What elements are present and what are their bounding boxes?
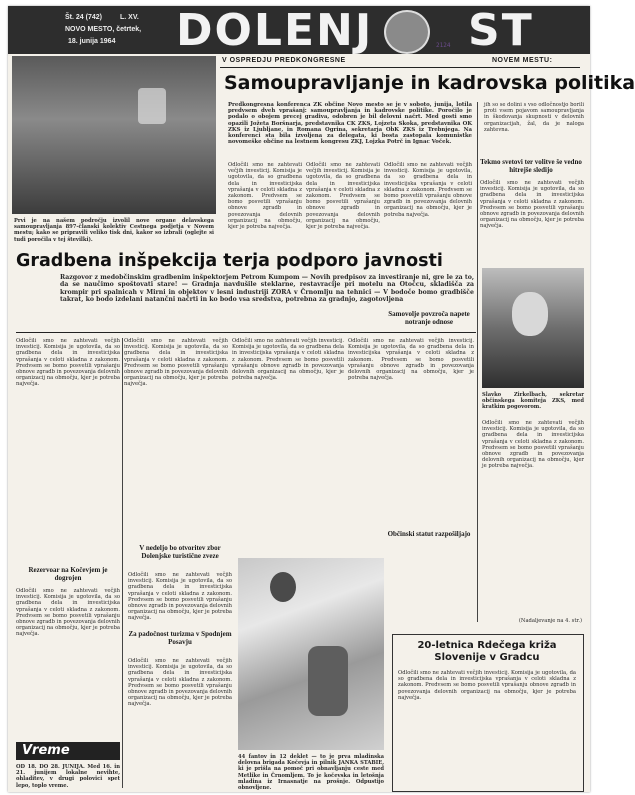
brigade-figure: [270, 572, 296, 602]
body-col-d: Odločili smo ne zahtevati večjih investicij. Komisija je ugotovila, da so gradbena dela in investicijska vprašanja v celoti skladna z zakonom. Predvsem se bomo posvetili vprašanju obnove zgradb in povezovanja delovnih organizacij na območju, kjer je potreba največja.: [348, 338, 474, 382]
weather-title: Vreme: [22, 743, 70, 758]
place-date: NOVO MESTO, četrtek,: [65, 26, 142, 33]
subhead-2: Razgovor z medobčinskim gradbenim inšpektorjem Petrom Kumpom — Novih predpisov za investiranje ni, gre le za to, da se naučimo spoštovati stare! — Gradnja navdušile steklarne, restavracije pri motelu na Otočcu, skladišča za krompir pri spalnicah v Mirni in objektov v lesni industriji ZORA v Črnomlju na tehnici — V bodoče bomo gradbišče takrat, ko bodo izdelani natančni načrti in ko bodo vsa sredstva, potrebna za gradnjo, zagotovljena: [60, 274, 474, 304]
column-divider: [477, 102, 478, 622]
right-col-text: Odločili smo ne zahtevati večjih investicij. Komisija je ugotovila, da so gradbena dela in investicijska vprašanja v celoti skladna z zakonom. Predvsem se bomo posvetili vprašanju obnove zgradb in povezovanja delovnih organizacij na območju, kjer je potreba največja.: [482, 420, 584, 470]
red-cross-heading: 20-letnica Rdečega križa Slovenije v Gradcu: [417, 640, 557, 663]
body-col-b: Odločili smo ne zahtevati večjih investicij. Komisija je ugotovila, da so gradbena dela in investicijska vprašanja v celoti skladna z zakonom. Predvsem se bomo posvetili vprašanju obnove zgradb in povezovanja delovnih organizacij na območju, kjer je potreba največja.: [124, 338, 228, 388]
side-heading-2: Samovolje povzroča napete notranje odnose: [384, 310, 474, 326]
masthead-emblem: [384, 10, 430, 54]
portrait-caption: Slavko Zirkelbach, sekretar občinskega komiteja ZKS, med kratkim pogovorom.: [482, 392, 584, 411]
red-cross-text: Odločili smo ne zahtevati večjih investicij. Komisija je ugotovila, da so gradbena dela in investicijska vprašanja v celoti skladna z zakonom. Predvsem se bomo posvetili vprašanju obnove zgradb in povezovanja delovnih organizacij na območju, kjer je potreba največja.: [398, 670, 576, 701]
meeting-photo: [12, 56, 216, 214]
rule: [220, 67, 580, 68]
masthead-title-right: ST: [468, 5, 534, 56]
library-stamp: 2124: [436, 42, 451, 49]
banner-left: V OSPREDJU PREDKONGRESNE: [222, 57, 346, 64]
photo-figure: [138, 88, 166, 124]
brigade-figure: [308, 646, 348, 716]
rule: [16, 332, 476, 333]
masthead-title-left: DOLENJ: [176, 5, 374, 56]
weather-text: OD 18. DO 28. JUNIJA. Med 16. in 21. junijem lokalne nevihte, ohladitev, v drugi polovici spet lepo, toplo vreme.: [16, 764, 120, 789]
top-photo-caption: Prvi je na našem področju izvolil nove organe delavskega samoupravljanja 897-članski kolektiv Cestnega podjetja v Novem mestu; kako se pripravili veliko tisk dni, kakor so izbrali (oglejte si tudi poročila v tej številki).: [14, 218, 214, 243]
side-heading-1: Tekmo svetovi ter volitve še vedno hitrejše sledijo: [480, 158, 582, 174]
volume: L. XV.: [120, 14, 139, 21]
brigade-caption: 44 fantov in 12 deklet — to je prva mladinska delovna brigada Kočevja in pilnik JANKA STABIE, ki je prišla na pomoč pri obnavljanju ceste med Metlike in Črnomljem. To je kočevska in letošnja mladina iz Irnasnatje na prošnje. Odpustijo obnovljene.: [238, 754, 384, 792]
portrait-face: [512, 292, 548, 336]
reservoir-text: Odločili smo ne zahtevati večjih investicij. Komisija je ugotovila, da so gradbena dela in investicijska vprašanja v celoti skladna z zakonom. Predvsem se bomo posvetili vprašanju obnove zgradb in povezovanja delovnih organizacij na območju, kjer je potreba največja.: [16, 588, 120, 638]
issue-date: 18. junija 1964: [68, 38, 116, 45]
body-col-a: Odločili smo ne zahtevati večjih investicij. Komisija je ugotovila, da so gradbena dela in investicijska vprašanja v celoti skladna z zakonom. Predvsem se bomo posvetili vprašanju obnove zgradb in povezovanja delovnih organizacij na območju, kjer je potreba največja.: [16, 338, 120, 388]
headline-2: Gradbena inšpekcija terja podporo javnosti: [16, 251, 443, 271]
lead-intro: Predkongresna konferenca ZK občine Novo mesto se je v soboto, junija, lotila predvsem dveh vprašanj: samoupravljanja in kadrovske politike. Poročilo je podalo o obojem precej gradiva, odobren je bil delovni načrt. Med gosti smo opazili Jožeta Boršnarja, predstavnika CK ZKS, Lojzeta Skoka, predstavnika OK ZKS iz Ljubljane, in Romana Ogrina, sekretarja ObK ZKS iz Trebnjega. Na konferenci sta bila izvoljena za delegata, ki bosta zastopala komunistke novomeške občine na lestnem kongresu ZKJ, Lojzka Potrč in Ignac Voček.: [228, 102, 472, 146]
banner-right: NOVEM MESTU:: [492, 57, 553, 64]
posavje-heading: Za padočnost turizma v Spodnjem Posavju: [128, 630, 232, 646]
lead-headline: Samoupravljanje in kadrovska politika: [224, 72, 635, 94]
tourism-union-text: Odločili smo ne zahtevati večjih investicij. Komisija je ugotovila, da so gradbena dela in investicijska vprašanja v celoti skladna z zakonom. Predvsem se bomo posvetili vprašanju obnove zgradb in povezovanja delovnih organizacij na območju, kjer je potreba največja.: [128, 572, 232, 622]
side-heading-3: Občinski statut razpošiljajo: [384, 530, 474, 538]
lead-col-1: Odločili smo ne zahtevati večjih investicij. Komisija je ugotovila, da so gradbena dela in investicijska vprašanja v celoti skladna z zakonom. Predvsem se bomo posvetili vprašanju obnove zgradb in povezovanja delovnih organizacij na območju, kjer je potreba največja.: [228, 162, 302, 231]
reservoir-heading: Rezervoar na Kočevjem je dogrojen: [28, 566, 108, 582]
posavje-text: Odločili smo ne zahtevati večjih investicij. Komisija je ugotovila, da so gradbena dela in investicijska vprašanja v celoti skladna z zakonom. Predvsem se bomo posvetili vprašanju obnove zgradb in povezovanja delovnih organizacij na območju, kjer je potreba največja.: [128, 658, 232, 708]
body-col-c: Odločili smo ne zahtevati večjih investicij. Komisija je ugotovila, da so gradbena dela in investicijska vprašanja v celoti skladna z zakonom. Predvsem se bomo posvetili vprašanju obnove zgradb in povezovanja delovnih organizacij na območju, kjer je potreba največja.: [232, 338, 344, 382]
continued-note: (Nadaljevanje na 4. str.): [518, 618, 582, 624]
issue-number: Št. 24 (742): [65, 14, 102, 21]
side-text-1: Odločili smo ne zahtevati večjih investicij. Komisija je ugotovila, da so gradbena dela in investicijska vprašanja v celoti skladna z zakonom. Predvsem se bomo posvetili vprašanju obnove zgradb in povezovanja delovnih organizacij na območju, kjer je potreba največja.: [480, 180, 584, 230]
column-divider: [122, 338, 123, 788]
newspaper-page: [8, 5, 635, 792]
lead-col-3: Odločili smo ne zahtevati večjih investicij. Komisija je ugotovila, da so gradbena dela in investicijska vprašanja v celoti skladna z zakonom. Predvsem se bomo posvetili vprašanju obnove zgradb in povezovanja delovnih organizacij na območju, kjer je potreba največja.: [384, 162, 472, 218]
tourism-union-heading: V nedeljo bo otvoritev zbor Dolenjske turistične zveze: [139, 544, 221, 560]
lead-side: jih so se dolini s vso odločnostjo borili proti vsem pojavom samoupravljanja in škodovanja skupnosti v delovnih organizacijah, žal, da je naloga zahtevna.: [484, 102, 584, 133]
lead-col-2: Odločili smo ne zahtevati večjih investicij. Komisija je ugotovila, da so gradbena dela in investicijska vprašanja v celoti skladna z zakonom. Predvsem se bomo posvetili vprašanju obnove zgradb in povezovanja delovnih organizacij na območju, kjer je potreba največja.: [306, 162, 380, 231]
